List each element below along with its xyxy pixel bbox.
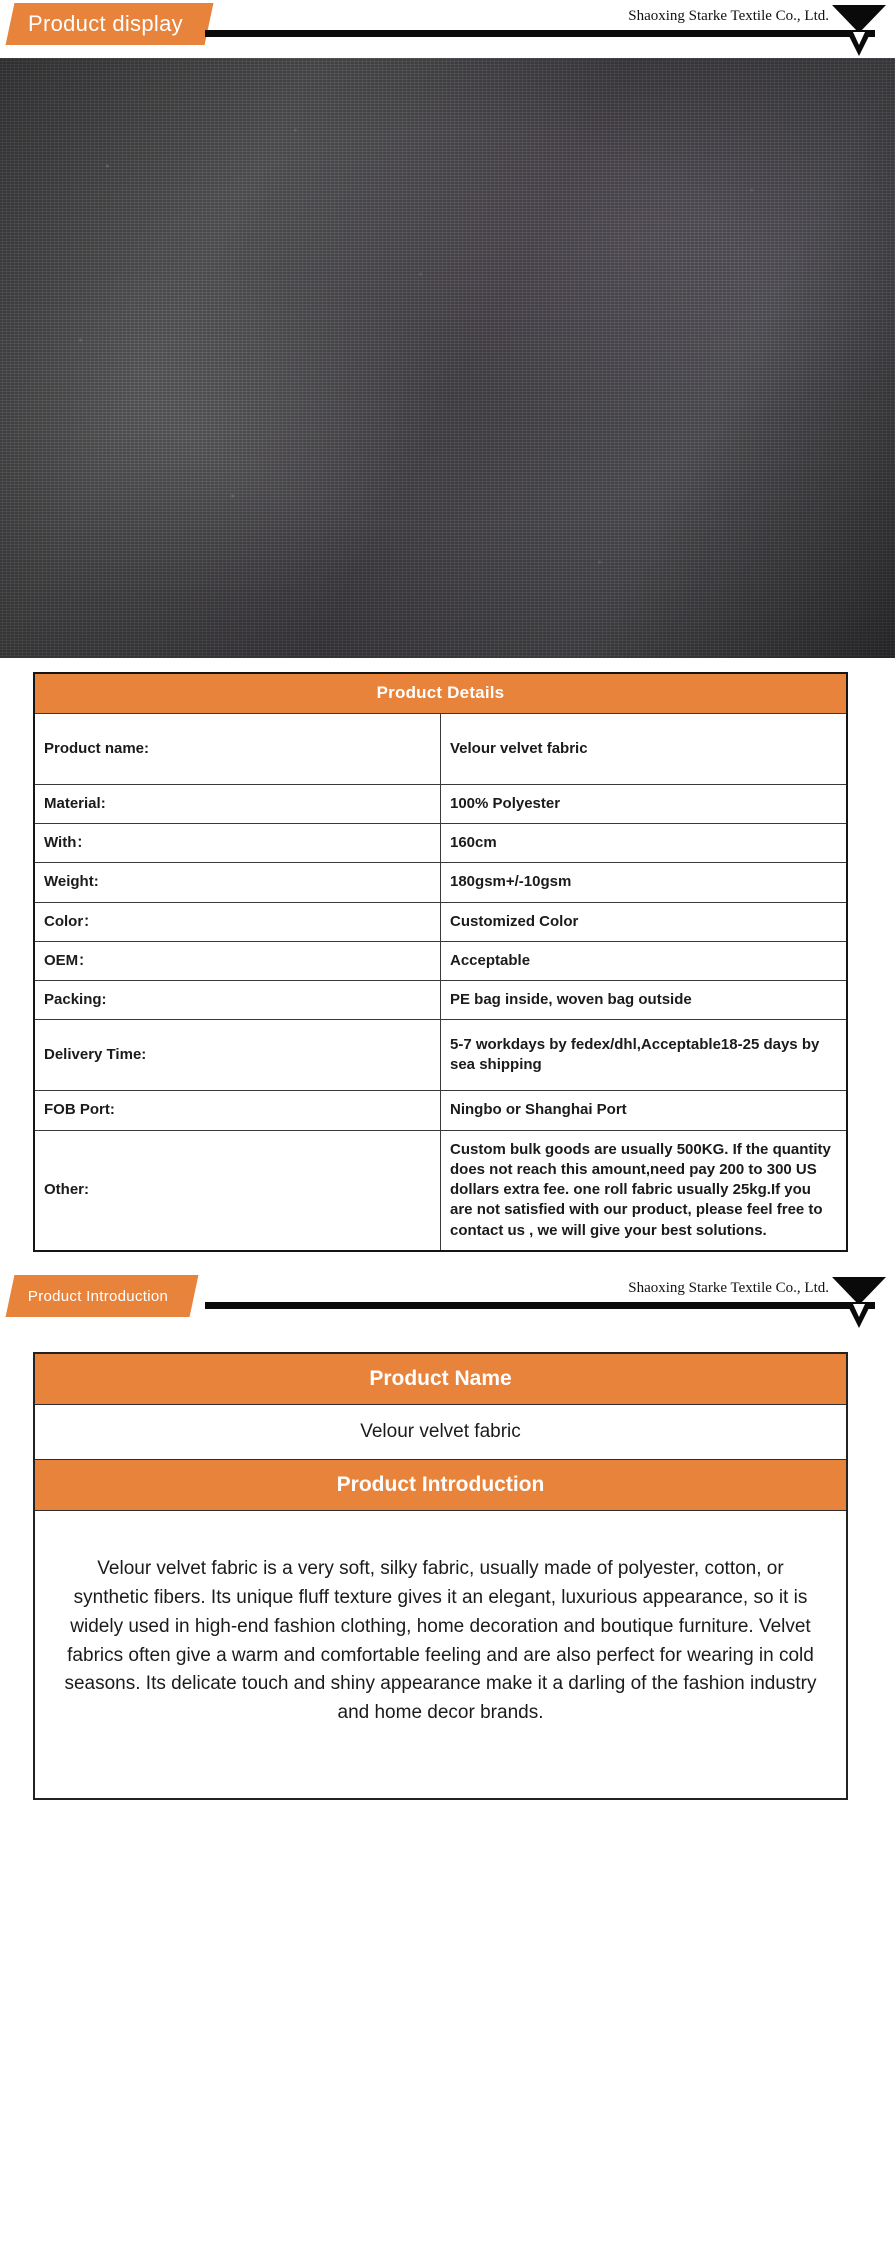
row-value: Acceptable — [441, 941, 848, 980]
product-details-title: Product Details — [34, 673, 847, 713]
triangle-logo-icon — [829, 1274, 889, 1328]
product-name-header: Product Name — [34, 1353, 847, 1405]
row-value: Velour velvet fabric — [441, 713, 848, 784]
banner-divider-rule — [205, 1302, 875, 1309]
table-row — [34, 1091, 847, 1130]
table-row — [34, 902, 847, 941]
product-introduction-text: Velour velvet fabric is a very soft, silky fabric, usually made of polyester, cotton, or synthetic fibers. Its unique fluff texture gives it an elegant, luxurious appearance, so it is widely used in high-end fashion clothing, home decoration and boutique furniture. Velvet fabrics often give a warm and comfortable feeling and are also perfect for wearing in cold seasons. Its delicate touch and shiny appearance make it a darling of the fashion industry and home decor brands. — [34, 1510, 847, 1799]
product-introduction-banner — [0, 1272, 895, 1330]
row-key: Other: — [34, 1130, 441, 1251]
row-value: Customized Color — [441, 902, 848, 941]
row-value: 160cm — [441, 824, 848, 863]
row-key: Color： — [34, 902, 441, 941]
row-value: 180gsm+/-10gsm — [441, 863, 848, 902]
row-value: Ningbo or Shanghai Port — [441, 1091, 848, 1130]
product-name-value: Velour velvet fabric — [34, 1404, 847, 1459]
table-row — [34, 713, 847, 784]
intro-name-value-row — [34, 1404, 847, 1459]
intro-header-row — [34, 1459, 847, 1510]
row-value: 100% Polyester — [441, 784, 848, 823]
row-key: Delivery Time: — [34, 1020, 441, 1091]
company-name: Shaoxing Starke Textile Co., Ltd. — [628, 1279, 829, 1296]
table-row — [34, 824, 847, 863]
row-key: With： — [34, 824, 441, 863]
product-introduction-table — [33, 1352, 848, 1800]
banner-tag-label: Product Introduction — [28, 1287, 169, 1305]
triangle-logo-icon — [829, 2, 889, 56]
banner-tag-label: Product display — [28, 11, 183, 36]
banner-tag-product-display — [6, 3, 214, 45]
product-details-section — [0, 658, 895, 1252]
row-key: Packing: — [34, 981, 441, 1020]
banner-divider-rule — [205, 30, 875, 37]
table-row — [34, 941, 847, 980]
row-key: Material: — [34, 784, 441, 823]
table-row — [34, 863, 847, 902]
table-row — [34, 1020, 847, 1091]
row-key: FOB Port: — [34, 1091, 441, 1130]
row-key: Product name: — [34, 713, 441, 784]
product-details-table — [33, 672, 848, 1252]
row-value: 5-7 workdays by fedex/dhl,Acceptable18-25 days by sea shipping — [441, 1020, 848, 1091]
table-row — [34, 784, 847, 823]
photo-vignette — [0, 58, 895, 658]
table-row — [34, 1130, 847, 1251]
intro-name-header-row — [34, 1353, 847, 1405]
row-value: Custom bulk goods are usually 500KG. If the quantity does not reach this amount,need pay 200 to 300 US dollars extra fee. one roll fabric usually 25kg.If you are not satisfied with our product, please feel free to contact us , we will give your best solutions. — [441, 1130, 848, 1251]
banner-tag-product-introduction — [6, 1275, 199, 1317]
row-key: Weight: — [34, 863, 441, 902]
row-key: OEM： — [34, 941, 441, 980]
product-photo — [0, 58, 895, 658]
company-name: Shaoxing Starke Textile Co., Ltd. — [628, 8, 829, 24]
row-value: PE bag inside, woven bag outside — [441, 981, 848, 1020]
intro-body-row — [34, 1510, 847, 1799]
table-row — [34, 981, 847, 1020]
product-introduction-section — [0, 1330, 895, 1800]
product-display-banner — [0, 0, 895, 58]
table-header-row — [34, 673, 847, 713]
product-introduction-header: Product Introduction — [34, 1459, 847, 1510]
